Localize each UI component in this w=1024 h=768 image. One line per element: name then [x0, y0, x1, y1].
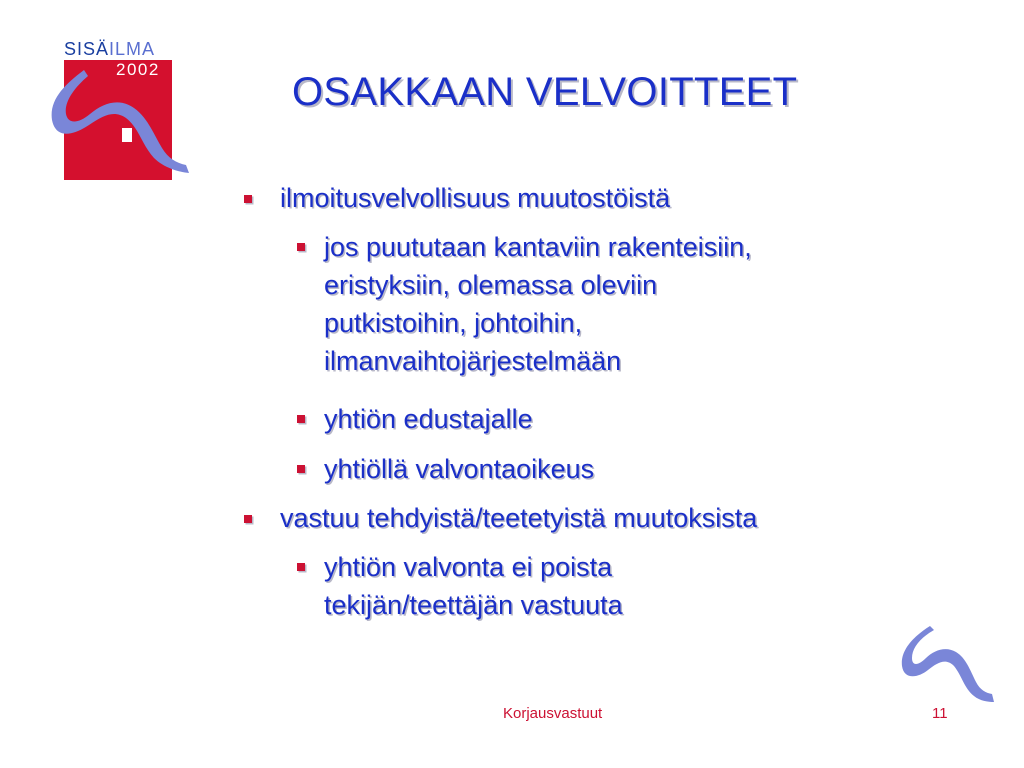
- bullet-line: eristyksiin, olemassa oleviin: [324, 270, 658, 300]
- bullet-item-level2: [324, 548, 623, 624]
- bullet-square-icon: [297, 243, 305, 251]
- footer-text: Korjausvastuut: [503, 705, 603, 722]
- bullet-square-icon: [297, 415, 305, 423]
- logo-text-sisailma: [64, 40, 155, 58]
- bullet-line: ilmoitusvelvollisuus muutostöistä: [280, 183, 671, 213]
- bullet-square-icon: [297, 563, 305, 571]
- sisailma-2002-logo: [44, 40, 194, 190]
- logo-text-year: 2002: [116, 60, 160, 79]
- bullet-item-level2: [324, 400, 533, 438]
- page-number: 11: [932, 705, 948, 722]
- bullet-line: tekijän/teettäjän vastuuta: [324, 590, 623, 620]
- corner-swirl-icon: [892, 622, 996, 706]
- bullet-line: yhtiöllä valvontaoikeus: [324, 454, 595, 484]
- bullet-square-icon: [297, 465, 305, 473]
- bullet-line: yhtiön edustajalle: [324, 404, 533, 434]
- bullet-item-level1: [280, 182, 670, 214]
- bullet-item-level2: [324, 228, 752, 380]
- logo-text-ilma: ILMA: [109, 39, 156, 59]
- bullet-item-level2: [324, 450, 594, 488]
- bullet-line: jos puututaan kantaviin rakenteisiin,: [324, 232, 752, 262]
- bullet-square-icon: [244, 515, 252, 523]
- bullet-line: yhtiön valvonta ei poista: [324, 552, 613, 582]
- slide-title: OSAKKAAN VELVOITTEET: [292, 70, 798, 114]
- bullet-line: vastuu tehdyistä/teetetyistä muutoksista: [280, 503, 758, 533]
- bullet-square-icon: [244, 195, 252, 203]
- bullet-item-level1: [280, 502, 757, 534]
- bullet-line: ilmanvaihtojärjestelmään: [324, 346, 622, 376]
- bullet-line: putkistoihin, johtoihin,: [324, 308, 583, 338]
- logo-text-sisa: SISÄ: [64, 39, 110, 59]
